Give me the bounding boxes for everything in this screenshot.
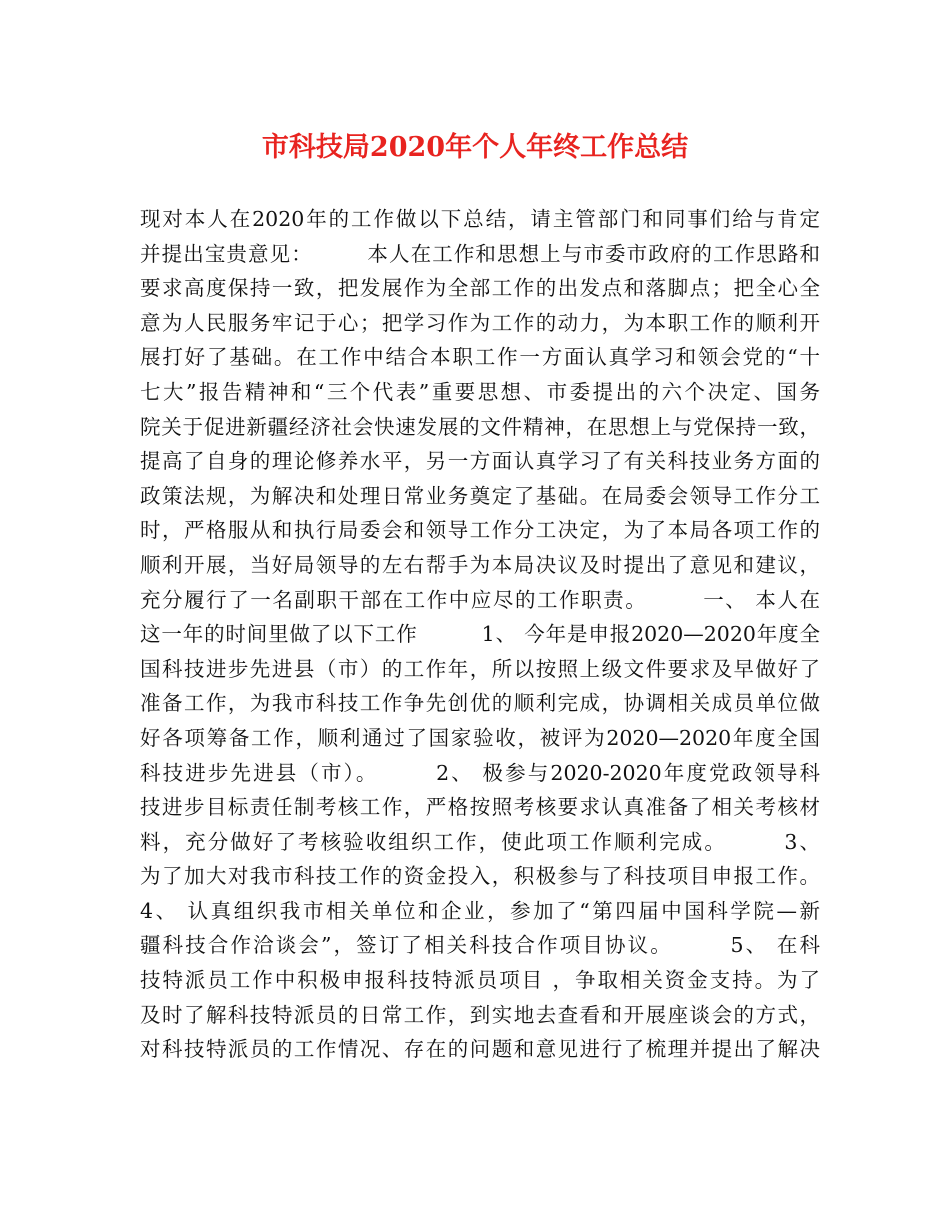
body-line: 七大”报告精神和“三个代表”重要思想、市委提出的六个决定、国务 — [140, 379, 820, 404]
body-line: 现对本人在2020年的工作做以下总结，请主管部门和同事们给与肯定 — [140, 207, 820, 231]
body-line: 顺利开展，当好局领导的左右帮手为本局决议及时提出了意见和建议， — [140, 552, 820, 577]
body-line: 技特派员工作中积极申报科技特派员项目 ，争取相关资金支持。为了 — [140, 968, 820, 993]
body-line: 这一年的时间里做了以下工作 1、 今年是申报2020—2020年度全 — [140, 622, 820, 647]
body-line: 4、 认真组织我市相关单位和企业，参加了“第四届中国科学院—新 — [140, 898, 820, 923]
body-line: 准备工作，为我市科技工作争先创优的顺利完成，协调相关成员单位做 — [140, 691, 820, 716]
body-line: 对科技特派员的工作情况、存在的问题和意见进行了梳理并提出了解决 — [140, 1037, 820, 1062]
document-body — [140, 202, 820, 1067]
body-line: 料，充分做好了考核验收组织工作，使此项工作顺利完成。 3、 — [140, 829, 820, 854]
body-line: 政策法规，为解决和处理日常业务奠定了基础。在局委会领导工作分工 — [140, 483, 820, 508]
body-line: 好各项筹备工作，顺利通过了国家验收，被评为2020—2020年度全国 — [140, 725, 820, 750]
body-line: 充分履行了一名副职干部在工作中应尽的工作职责。 一、 本人在 — [140, 587, 820, 612]
body-line: 并提出宝贵意见： 本人在工作和思想上与市委市政府的工作思路和 — [140, 241, 820, 266]
body-line: 展打好了基础。在工作中结合本职工作一方面认真学习和领会党的“十 — [140, 345, 820, 370]
body-line: 意为人民服务牢记于心；把学习作为工作的动力，为本职工作的顺利开 — [140, 310, 820, 335]
body-line: 及时了解科技特派员的日常工作，到实地去查看和开展座谈会的方式， — [140, 1002, 820, 1027]
body-line: 要求高度保持一致，把发展作为全部工作的出发点和落脚点；把全心全 — [140, 276, 820, 301]
body-line: 科技进步先进县（市）。 2、 极参与2020-2020年度党政领导科 — [140, 760, 820, 785]
body-line: 时，严格服从和执行局委会和领导工作分工决定，为了本局各项工作的 — [140, 518, 820, 543]
body-line: 国科技进步先进县（市）的工作年，所以按照上级文件要求及早做好了 — [140, 656, 820, 681]
body-line: 技进步目标责任制考核工作，严格按照考核要求认真准备了相关考核材 — [140, 795, 820, 820]
body-line: 提高了自身的理论修养水平，另一方面认真学习了有关科技业务方面的 — [140, 449, 820, 474]
document-title: 市科技局2020年个人年终工作总结 — [261, 132, 689, 163]
body-line: 为了加大对我市科技工作的资金投入，积极参与了科技项目申报工作。 — [140, 864, 820, 889]
body-line: 院关于促进新疆经济社会快速发展的文件精神，在思想上与党保持一致， — [140, 414, 820, 439]
body-line: 疆科技合作洽谈会”，签订了相关科技合作项目协议。 5、 在科 — [140, 933, 820, 958]
